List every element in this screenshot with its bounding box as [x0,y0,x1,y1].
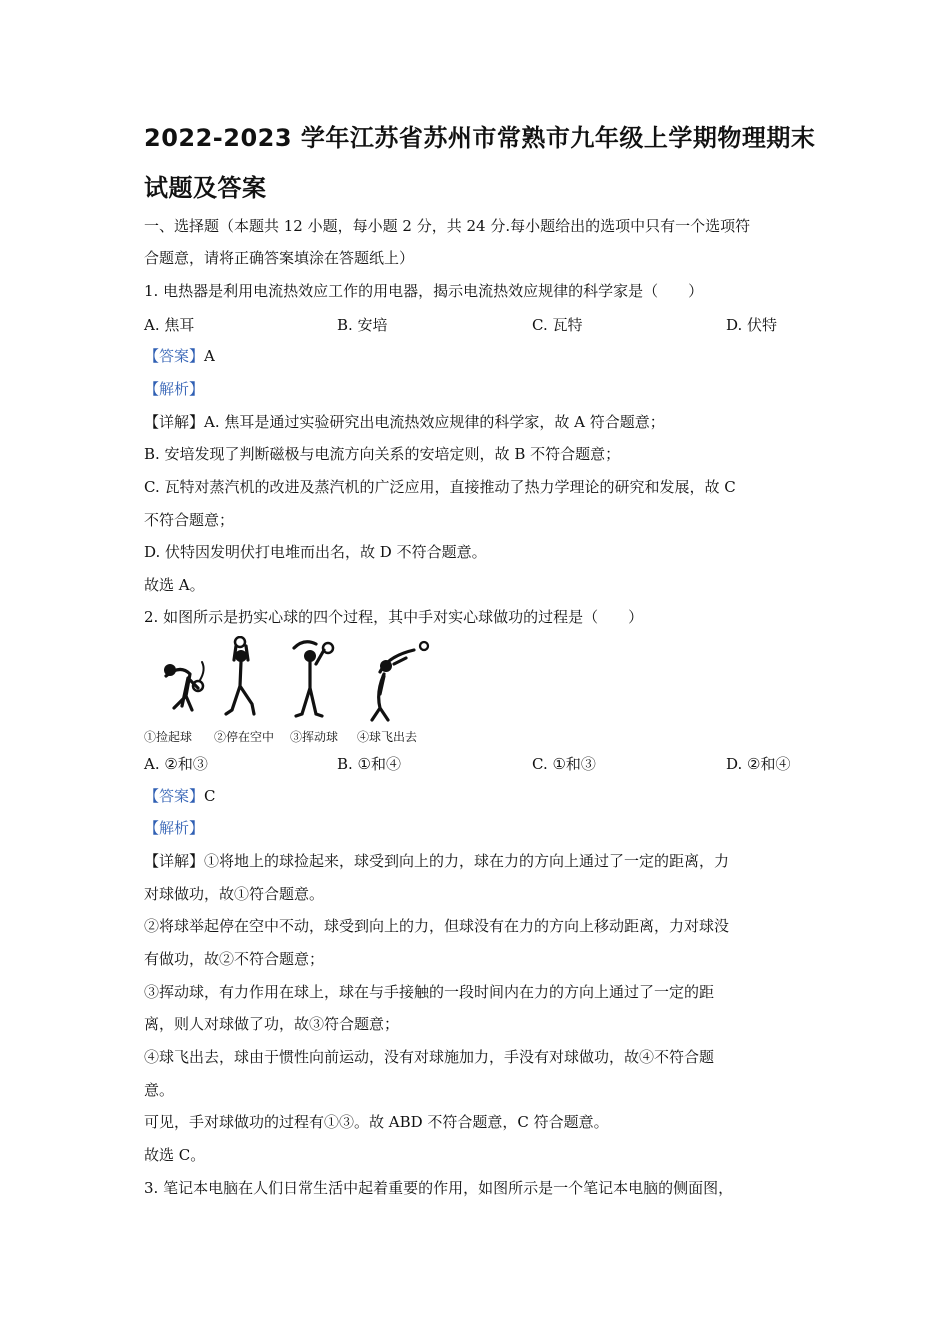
q2-answer [144,786,216,806]
q1-analysis-tag [144,379,204,399]
q2-detail-line-6: 离，则人对球做了功，故③符合题意； [144,1015,400,1033]
q1-options [144,314,824,334]
q1-detail-line-3: C. 瓦特对蒸汽机的改进及蒸汽机的广泛应用，直接推动了热力学理论的研究和发展，故 C [144,478,736,496]
q1-detail-line-1 [144,412,665,432]
q1-option-a: A. 焦耳 [144,316,195,334]
q3-stem: 3. 笔记本电脑在人们日常生活中起着重要的作用，如图所示是一个笔记本电脑的侧面图， [144,1179,734,1197]
figure-swinging-ball [294,642,333,716]
q1-option-b: B. 安培 [337,316,388,334]
q2-option-a: A. ②和③ [144,755,208,773]
detail-text: ①将地上的球捡起来，球受到向上的力，球在力的方向上通过了一定的距离，力 [204,852,730,870]
figure-caption-4: ④球飞出去 [357,730,418,744]
answer-value: A [204,347,215,365]
section-heading-line-2: 合题意，请将正确答案填涂在答题纸上） [144,249,415,267]
figure-holding-ball-still [226,637,254,714]
q2-detail-line-1 [144,851,729,871]
q2-option-b: B. ①和④ [337,755,402,773]
detail-text: A. 焦耳是通过实验研究出电流热效应规律的科学家，故 A 符合题意； [204,413,665,431]
figure-caption-3: ③挥动球 [290,730,339,744]
q2-detail-line-9: 可见，手对球做功的过程有①③。故 ABD 不符合题意，C 符合题意。 [144,1113,609,1131]
document-title-line-1: 2022-2023 学年江苏省苏州市常熟市九年级上学期物理期末 [144,124,816,152]
detail-tag: 【详解】 [144,413,205,431]
answer-value: C [204,787,216,805]
throwing-stick-figures [144,636,444,726]
q2-detail-line-4: 有做功，故②不符合题意； [144,950,325,968]
document-title-line-2: 试题及答案 [144,174,267,202]
q1-detail-line-4: 不符合题意； [144,511,235,529]
q1-stem: 1. 电热器是利用电流热效应工作的用电器，揭示电流热效应规律的科学家是（ ） [144,282,704,300]
q2-option-d: D. ②和④ [726,755,791,773]
figure-caption-2: ②停在空中 [214,730,275,744]
figure-picking-up-ball [164,662,204,710]
figure-caption-1: ①捡起球 [144,730,193,744]
q1-conclusion: 故选 A。 [144,576,205,594]
answer-tag: 【答案】 [144,787,205,805]
analysis-tag: 【解析】 [144,819,205,837]
q2-detail-line-2: 对球做功，故①符合题意。 [144,885,325,903]
answer-tag: 【答案】 [144,347,205,365]
q2-analysis-tag [144,818,204,838]
q1-detail-line-5: D. 伏特因发明伏打电堆而出名，故 D 不符合题意。 [144,543,487,561]
q2-detail-line-8: 意。 [144,1081,175,1099]
q1-option-c: C. 瓦特 [532,316,583,334]
q2-conclusion: 故选 C。 [144,1146,206,1164]
analysis-tag: 【解析】 [144,380,205,398]
q1-detail-line-2: B. 安培发现了判断磁极与电流方向关系的安培定则，故 B 不符合题意； [144,445,621,463]
figure-ball-flying-away [372,642,428,720]
q2-option-c: C. ①和③ [532,755,596,773]
q1-option-d: D. 伏特 [726,316,778,334]
q2-detail-line-7: ④球飞出去，球由于惯性向前运动，没有对球施加力，手没有对球做功，故④不符合题 [144,1048,715,1066]
q2-detail-line-5: ③挥动球，有力作用在球上，球在与手接触的一段时间内在力的方向上通过了一定的距 [144,983,715,1001]
q2-options [144,753,824,773]
detail-tag: 【详解】 [144,852,205,870]
q1-answer [144,346,215,366]
q2-detail-line-3: ②将球举起停在空中不动，球受到向上的力，但球没有在力的方向上移动距离，力对球没 [144,917,730,935]
q2-figure-throwing-ball [144,636,444,744]
q2-stem: 2. 如图所示是扔实心球的四个过程，其中手对实心球做功的过程是（ ） [144,608,644,626]
section-heading-line-1: 一、选择题（本题共 12 小题，每小题 2 分，共 24 分.每小题给出的选项中只有一个选项符 [144,217,751,235]
